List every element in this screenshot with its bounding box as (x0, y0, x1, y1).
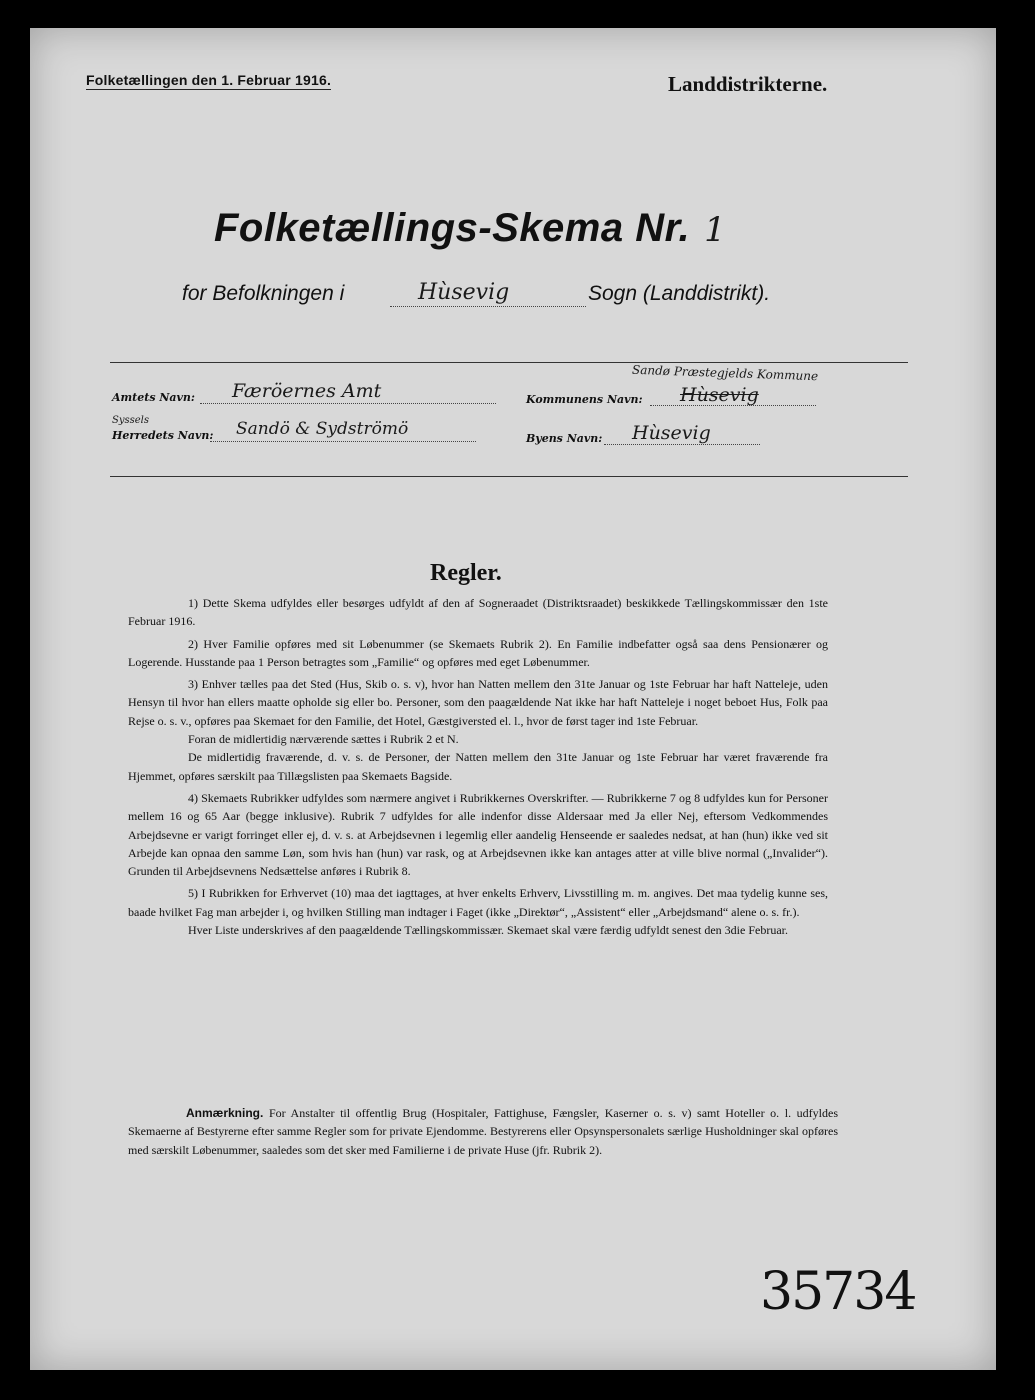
amt-dotline (200, 403, 496, 404)
rule-1: 1) Dette Skema udfyldes eller besørges udfyldt af den af Sogneraadet (Distriktsraadet) beskikkede Tællingskommissær den 1ste Februar 1916. (128, 596, 828, 629)
population-label: for Befolkningen i (182, 282, 345, 305)
by-value: Hùsevig (632, 422, 711, 444)
rules-section (128, 594, 828, 943)
rule-3: 3) Enhver tælles paa det Sted (Hus, Skib o. s. v), hvor han Natten mellem den 31te Januar og 1ste Februar har haft Natteleje, uden Hensyn til hvor han ellers maatte opholde sig eller bo. Personer, som den paagældende Nat ikke har haft Natteleje i noget beboet Hus, Folk paa Rejse o. s. v., opføres paa Skemaet for den Familie, det Hotel, Gæstgiversted el. l., hvor de først tager ind 1ste Februar. (128, 677, 828, 728)
amt-label: Amtets Navn: (112, 391, 195, 404)
by-label: Byens Navn: (526, 432, 603, 445)
kommune-label: Kommunens Navn: (526, 393, 643, 406)
rule-5: 5) I Rubrikken for Erhvervet (10) maa det iagttages, at hver enkelts Erhverv, Livsstilling m. m. angives. Det maa tydelig kunne ses, baade hvilket Fag man arbejder i, og hvilken Stilling man indtager i Faget (ikke „Direktør“, „Assistent“ eller „Arbejdsmand“ alene o. s. fr.). (128, 886, 828, 919)
parish-dotline (390, 306, 586, 307)
rule-4: 4) Skemaets Rubrikker udfyldes som nærmere angivet i Rubrikkernes Overskrifter. — Rubrikkerne 7 og 8 udfyldes kun for Personer mellem 16 og 65 Aar (begge inklusive). Rubrik 7 udfyldes for alle indenfor disse Aldersaar med Ja eller Nej, eftersom Vedkommendes Arbejdsevne er varigt forringet eller ej, d. v. s. at Arbejdsevnen i legemlig eller aandelig Henseende er saaledes nedsat, at han (hun) ikke ved sit Arbejde kan opnaa den samme Løn, som hvis han (hun) var rask, og at Arbejdsevnen ikke kan antages atter at ville blive normal („Invalider“). Grunden til Arbejdsevnens Nedsættelse anføres i Rubrik 8. (128, 790, 828, 879)
note-text: For Anstalter til offentlig Brug (Hospitaler, Fattighuse, Fængsler, Kaserner o. s. v) samt Hoteller o. l. udfyldes Skemaerne af Bestyrerne efter samme Regler som for private Ejendomme. Bestyrerens eller Opsynspersonalets særlige Husholdninger skal opføres med særskilt Løbenummer, saaledes som det sker med Familierne i de private Huse (jfr. Rubrik 2). (128, 1106, 838, 1157)
rule-2: 2) Hver Familie opføres med sit Løbenummer (se Skemaets Rubrik 2). En Familie indbefatter også saa dens Pensionærer og Logerende. Husstande paa 1 Person betragtes som „Familie“ og opføres med eget Løbenummer. (128, 636, 828, 669)
kommune-note: Sandø Præstegjelds Kommune (631, 362, 819, 384)
by-dotline (604, 444, 760, 445)
census-date-header: Folketællingen den 1. Februar 1916. (86, 72, 332, 88)
parish-suffix: Sogn (Landdistrikt). (588, 282, 771, 305)
form-number: 1 (704, 210, 727, 250)
bottom-rule (110, 476, 908, 477)
herred-value: Sandö & Sydströmö (236, 419, 409, 439)
herred-label: Herredets Navn: (112, 429, 214, 442)
top-rule (110, 362, 908, 363)
parish-value: Hùsevig (418, 280, 510, 305)
rules-heading: Regler. (430, 560, 502, 586)
note-label: Anmærkning. (186, 1106, 264, 1120)
amt-value: Færöernes Amt (232, 380, 382, 402)
rule-3-absent: De midlertidig fraværende, d. v. s. de Personer, der Natten mellem den 31te Januar og 1ste Februar har været fraværende fra Hjemmet, opføres særskilt paa Tillægslisten paa Skemaets Bagside. (128, 750, 828, 783)
kommune-value: Hùsevig (680, 384, 759, 406)
rule-3-present: Foran de midlertidig nærværende sættes i Rubrik 2 et N. (188, 732, 459, 747)
note-section (128, 1104, 838, 1159)
herred-dotline (210, 441, 476, 442)
form-title (214, 206, 726, 251)
herred-correction: Syssels (112, 415, 150, 426)
district-type-header: Landdistrikterne. (668, 72, 828, 96)
form-title-text: Folketællings-Skema Nr. (214, 206, 691, 250)
rule-6: Hver Liste underskrives af den paagældende Tællingskommissær. Skemaet skal være færdig udfyldt senest den 3die Februar. (188, 923, 788, 938)
archive-number: 35734 (760, 1262, 916, 1322)
